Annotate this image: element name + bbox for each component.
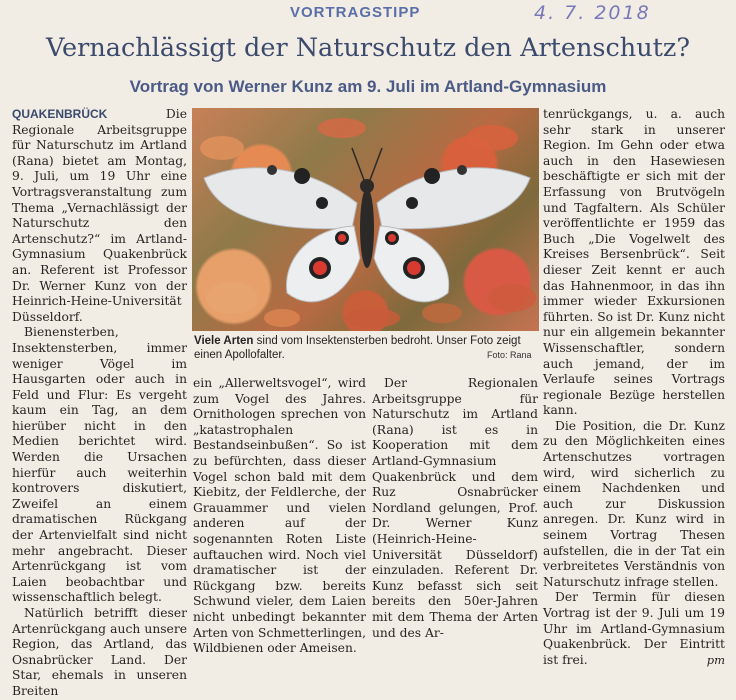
apollo-butterfly-photo — [192, 108, 539, 331]
article-column-3 — [372, 376, 538, 640]
headline: Vernachlässigt der Naturschutz den Artenschutz? — [45, 33, 690, 63]
paragraph: ein „Allerweltsvogel“, wird zum Vogel des Jahres. Ornithologen sprechen von „katastrophalen Bestandseinbußen“. So ist zu befürchten, dass dieser Vogel schon bald mit dem Kiebitz, der Feldlerche, der Grauammer und vielen anderen auf der sogenannten Roten Liste auftauchen wird. Noch viel dramatischer ist der Rückgang bzw. bereits Schwund vieler, dem Laien nicht unbedingt bekannter Arten von Schmetterlingen, Wildbienen oder Ameisen. — [193, 376, 366, 656]
dateline: QUAKENBRÜCK — [12, 107, 108, 121]
article-column-4 — [543, 107, 726, 667]
photo-credit: Foto: Rana — [487, 350, 532, 360]
article-column-1 — [12, 107, 187, 698]
byline: pm — [706, 652, 725, 667]
photo-caption: Viele Arten sind vom Insektensterben bedroht. Unser Foto zeigt einen Apollofalter. — [194, 335, 521, 361]
paragraph: Der Regionalen Arbeitsgruppe für Naturschutz im Artland (Rana) ist es in Kooperation mit dem Artland-Gymnasium Quakenbrück und dem Ruz Osnabrücker Nordland gelungen, Prof. Dr. Werner Kunz (Heinrich-Heine-Universität Düsseldorf) einzuladen. Referent Dr. Kunz befasst sich seit bereits den 50er-Jahren mit dem Thema der Arten und des Ar- — [372, 376, 538, 640]
subheadline: Vortrag von Werner Kunz am 9. Juli im Artland-Gymnasium — [129, 77, 607, 96]
article-column-2 — [193, 376, 366, 656]
paragraph: Natürlich betrifft dieser Artenrückgang auch unsere Region, das Artland, das Osnabrücker Land. Der Star, ehemals in unseren Breiten — [12, 606, 187, 698]
paragraph: tenrückgangs, u. a. auch sehr stark in unserer Region. Im Gehn oder etwa auch in den Hasewiesen beschäftigte er sich mit der Erfassung von Brutvögeln und Tagfaltern. Als Schüler veröffentlichte er 1959 das Buch „Die Vogelwelt des Kreises Bersenbrück“. Seit dieser Zeit kennt er auch das Hahnenmoor, in das ihn immer wieder Exkursionen führten. So ist Dr. Kunz nicht nur ein allgemein bekannter Wissenschaftler, sondern auch jemand, der im Verlaufe seines Vortrags regionale Bezüge herstellen kann. — [543, 107, 726, 418]
paragraph: QUAKENBRÜCK Die Regionale Arbeitsgruppe für Naturschutz im Artland (Rana) bietet am Montag, 9. Juli, um 19 Uhr eine Vortragsveranstaltung zum Thema „Vernachlässigt der Naturschutz den Artenschutz?“ im Artland-Gymnasium Quakenbrück an. Referent ist Professor Dr. Werner Kunz von der Heinrich-Heine-Universität Düsseldorf. — [12, 107, 187, 324]
paragraph: Die Position, die Dr. Kunz zu den Möglichkeiten eines Artenschutzes vortragen wird, wird sicherlich zu einem Nachdenken und auch zur Diskussion anregen. Dr. Kunz wird in seinem Vortrag Thesen aufstellen, die in der Tat ein verbreitetes Verständnis von Naturschutz infrage stellen. — [543, 418, 725, 589]
paragraph: Bienensterben, Insektensterben, immer weniger Vögel im Hausgarten oder auch in Feld und Flur: Es vergeht kaum ein Tag, an dem hierüber nicht in den Medien berichtet wird. Werden die Ursachen hierfür auch weiterhin kontrovers diskutiert, Zweifel an einem dramatischen Rückgang der Artenvielfalt sind nicht mehr angebracht. Dieser Artenrückgang ist vom Laien beobachtbar und wissenschaftlich belegt. — [12, 325, 187, 605]
paragraph: Der Termin für diesen Vortrag ist der 9. Juli um 19 Uhr im Artland-Gymnasium Quakenbrück. Der Eintritt ist frei. pm — [543, 590, 725, 667]
kicker: VORTRAGSTIPP — [290, 4, 421, 21]
handwritten-date: 4. 7. 2018 — [534, 2, 651, 24]
